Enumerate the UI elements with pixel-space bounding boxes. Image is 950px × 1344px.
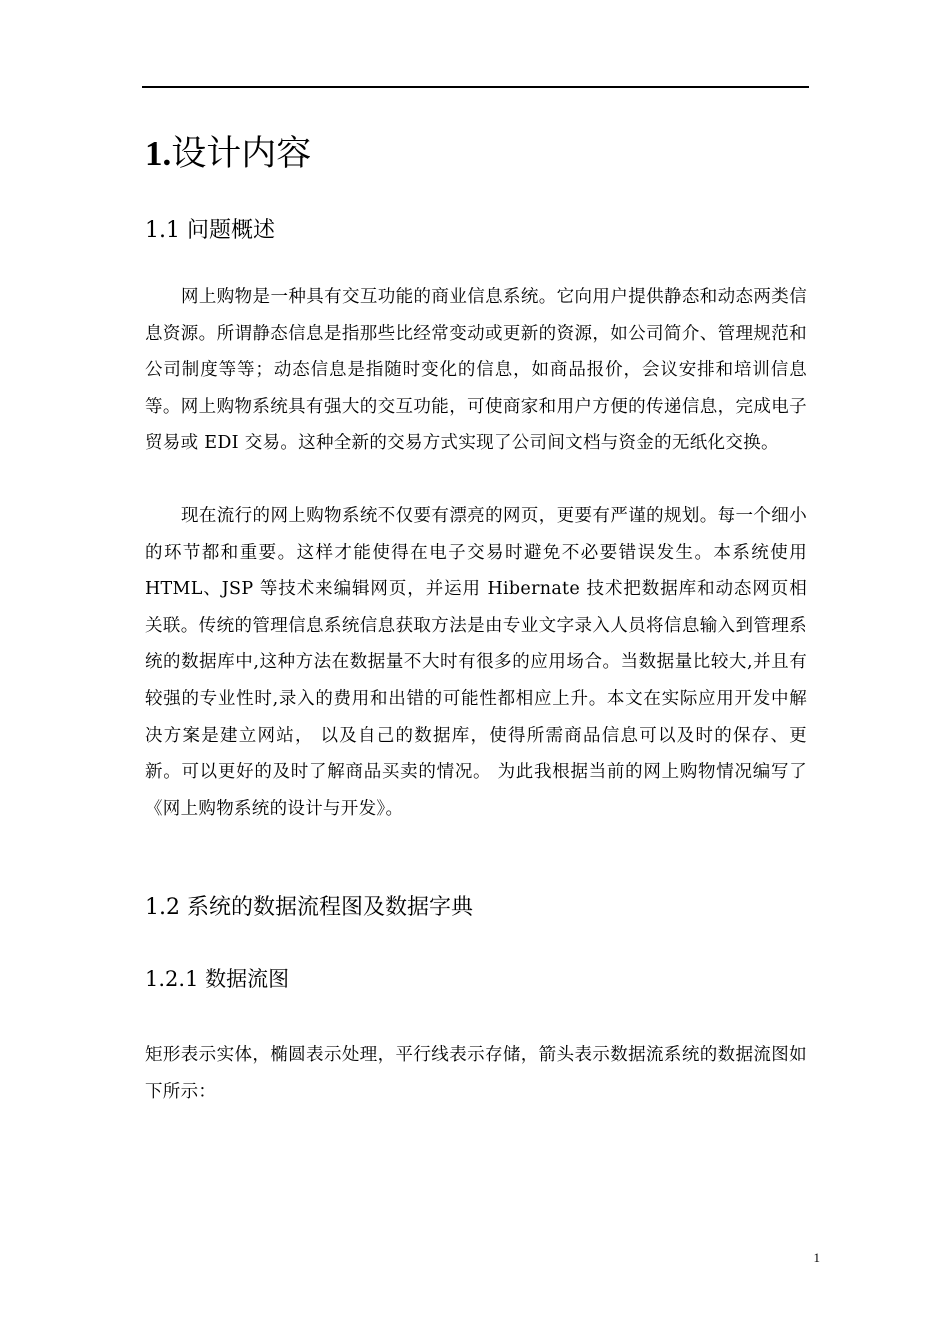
page-number: 1 — [813, 1250, 820, 1265]
paragraph-dataflow-intro: 矩形表示实体，椭圆表示处理，平行线表示存储，箭头表示数据流系统的数据流图如下所示： — [145, 1045, 807, 1102]
section-heading-1-2: 1.2 系统的数据流程图及数据字典 — [145, 895, 473, 921]
chapter-number: 1. — [145, 134, 172, 173]
page-content — [145, 110, 807, 1111]
chapter-title — [145, 124, 807, 184]
subsection-heading-1-2-1: 1.2.1 数据流图 — [145, 967, 290, 992]
chapter-title-text: 设计内容 — [171, 134, 312, 174]
header-rule — [142, 86, 809, 88]
paragraph-overview-2: 现在流行的网上购物系统不仅要有漂亮的网页，更要有严谨的规划。每一个细小的环节都和重要。这样才能使得在电子交易时避免不必要错误发生。本系统使用 HTML、JSP 等技术来编辑网页，并运用 Hibernate 技术把数据库和动态网页相关联。传统的管理信息系统信息获取方法是由专业文字录入人员将信息输入到管理系统的数据库中,这种方法在数据量不大时有很多的应用场合。当数据量比较大,并且有较强的专业性时,录入的费用和出错的可能性都相应上升。本文在实际应用开发中解决方案是建立网站， 以及自己的数据库，使得所需商品信息可以及时的保存、更新。可以更好的及时了解商品买卖的情况。 为此我根据当前的网上购物情况编写了《网上购物系统的设计与开发》。 — [145, 505, 807, 819]
paragraph-overview-1: 网上购物是一种具有交互功能的商业信息系统。它向用户提供静态和动态两类信息资源。所谓静态信息是指那些比经常变动或更新的资源，如公司简介、管理规范和公司制度等等；动态信息是指随时变化的信息，如商品报价，会议安排和培训信息等。网上购物系统具有强大的交互功能，可使商家和用户方便的传递信息，完成电子贸易或 EDI 交易。这种全新的交易方式实现了公司间文档与资金的无纸化交换。 — [145, 287, 807, 454]
section-heading-1-1: 1.1 问题概述 — [145, 218, 275, 243]
